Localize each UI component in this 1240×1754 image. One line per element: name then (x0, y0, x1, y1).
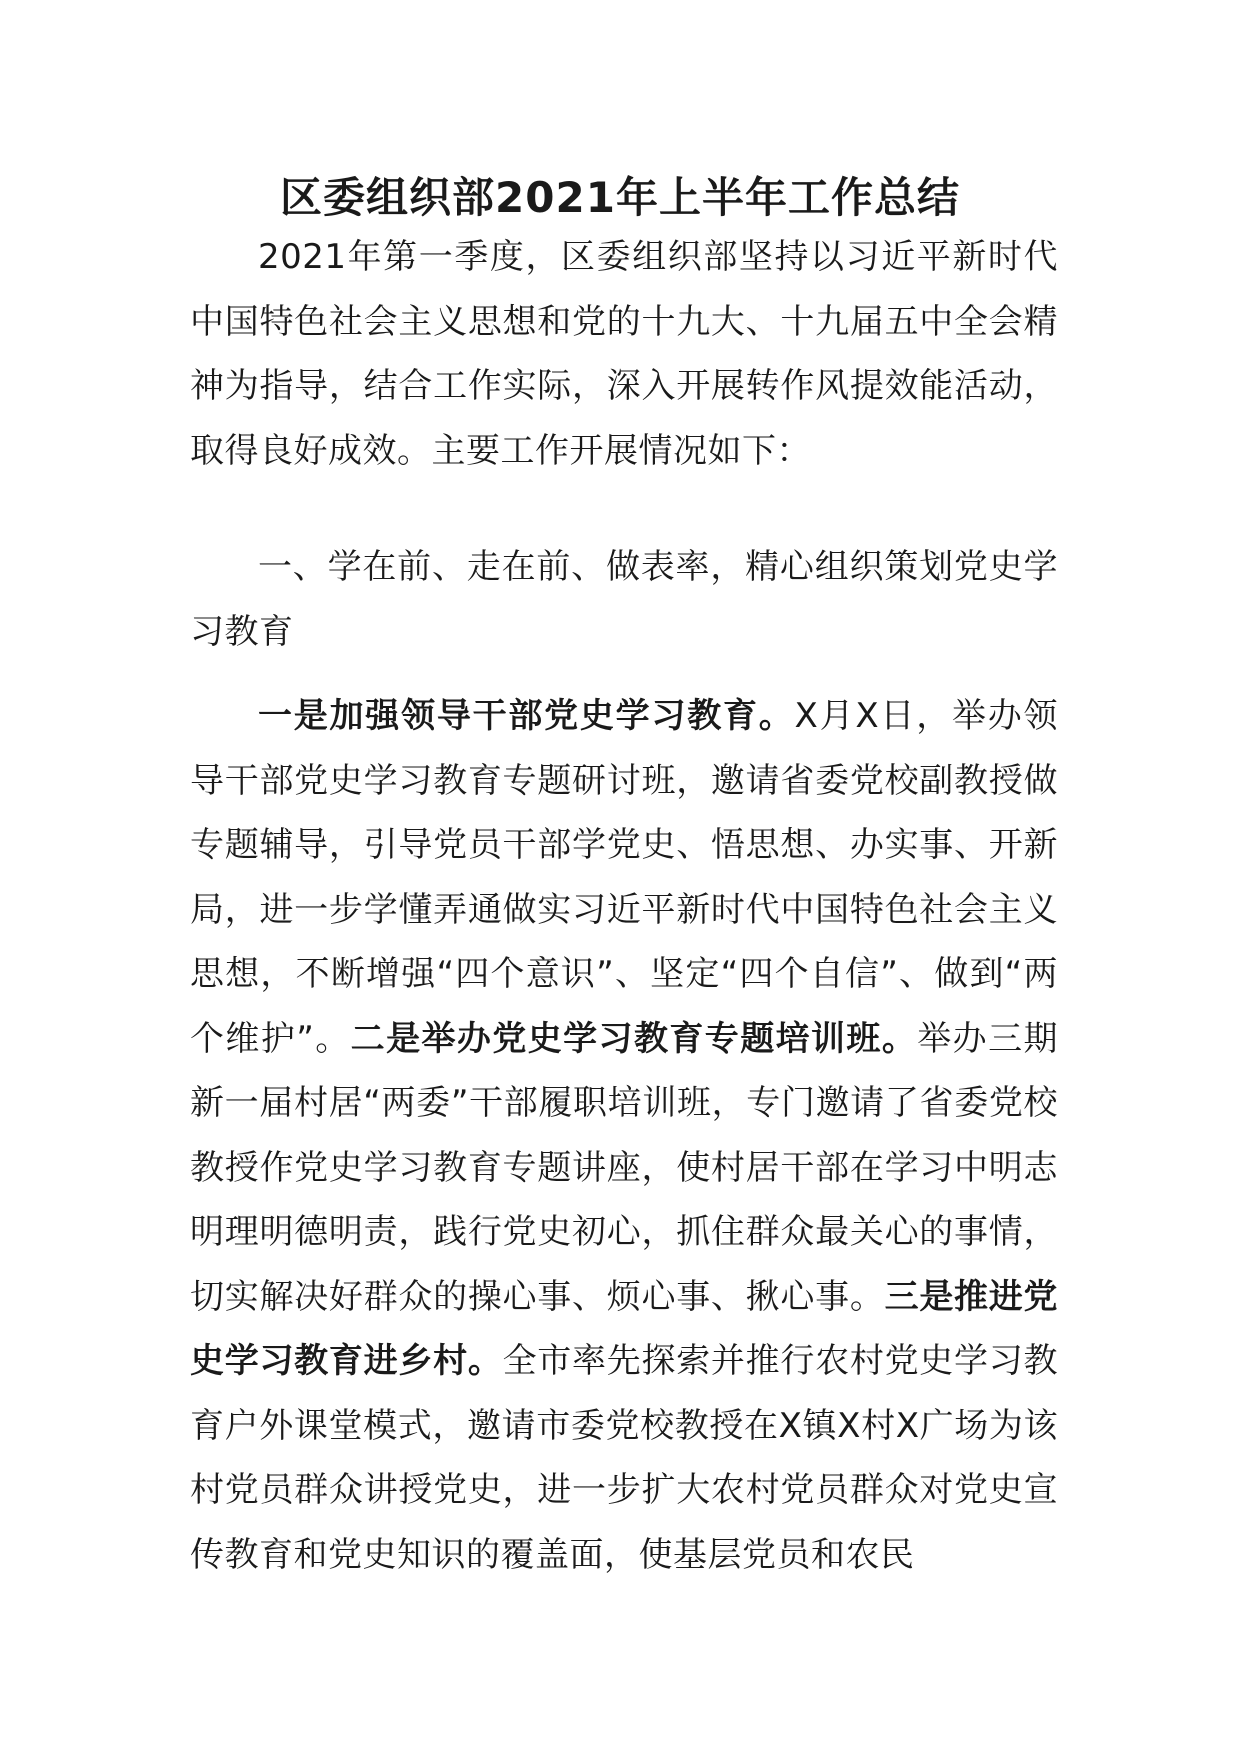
item1-text: X月X日，举办领导干部党史学习教育专题研讨班，邀请省委党校副教授做专题辅导，引导党员干部学党史、悟思想、办实事、开新局，进一步学懂弄通做实习近平新时代中国特色社会主义思想，不断增强“四个意识”、坚定“四个自信”、做到“两个维护”。 (190, 696, 1058, 1059)
item2-lead: 二是举办党史学习教育专题培训班。 (350, 1018, 918, 1059)
section-heading: 一、学在前、走在前、做表率，精心组织策划党史学习教育 (190, 547, 1058, 652)
item2-text: 举办三期新一届村居“两委”干部履职培训班，专门邀请了省委党校教授作党史学习教育专题讲座，使村居干部在学习中明志明理明德明责，践行党史初心，抓住群众最关心的事情，切实解决好群众的操心事、烦心事、揪心事。 (190, 1018, 1058, 1317)
section-body-paragraph (190, 684, 1058, 1587)
item3-text: 全市率先探索并推行农村党史学习教育户外课堂模式，邀请市委党校教授在X镇X村X广场为该村党员群众讲授党史，进一步扩大农村党员群众对党史宣传教育和党史知识的覆盖面，使基层党员和农民 (190, 1341, 1058, 1575)
item3-lead: 三是推进党史学习教育进乡村。 (190, 1276, 1059, 1381)
intro-paragraph: 2021年第一季度，区委组织部坚持以习近平新时代中国特色社会主义思想和党的十九大、十九届五中全会精神为指导，结合工作实际，深入开展转作风提效能活动，取得良好成效。主要工作开展情况如下： (190, 237, 1058, 471)
document-title: 区委组织部2021年上半年工作总结 (280, 173, 960, 222)
item1-lead: 一是加强领导干部党史学习教育。 (258, 696, 795, 736)
